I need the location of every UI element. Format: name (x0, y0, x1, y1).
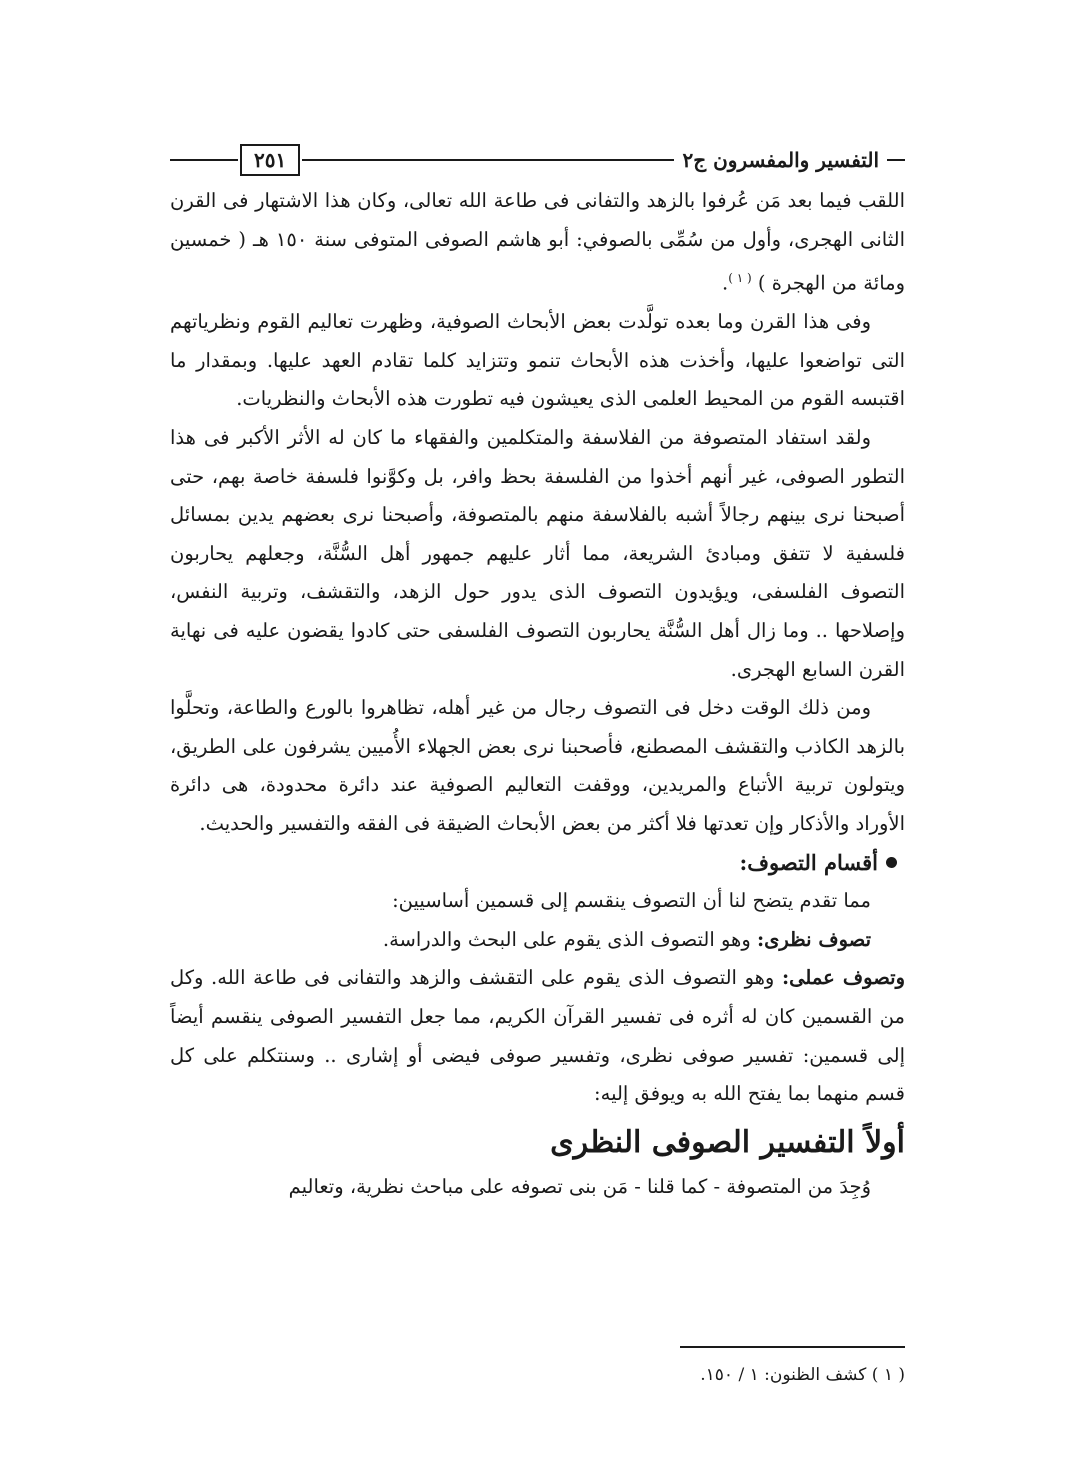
paragraph-1-text: اللقب فيما بعد مَن عُرفوا بالزهد والتفانى فى طاعة الله تعالى، وكان هذا الاشتهار فى القرن الثانى الهجرى، وأول من سُمِّى بالصوفي: أبو هاشم الصوفى المتوفى سنة ١٥٠ هـ ( خمسين ومائة من الهجرة ) (170, 189, 905, 295)
header-rule-middle (302, 159, 674, 161)
theoretical-definition: وهو التصوف الذى يقوم على البحث والدراسة. (382, 927, 757, 951)
practical-sufism (170, 959, 905, 1113)
paragraph-3: ولقد استفاد المتصوفة من الفلاسفة والمتكلمين والفقهاء ما كان له الأثر الأكبر فى هذا التطور الصوفى، غير أنهم أخذوا من الفلسفة بحظ وافر، بل وكوَّنوا فلسفة خاصة بهم، حتى أصبحنا نرى بينهم رجالاً أشبه بالفلاسفة منهم بالمتصوفة، وأصبحنا نرى بعضهم يدين بمسائل فلسفية لا تتفق ومبادئ الشريعة، مما أثار عليهم جمهور أهل السُّنَّة، وجعلهم يحاربون التصوف الفلسفى، ويؤيدون التصوف الذى يدور حول الزهد، والتقشف، وتربية النفس، وإصلاحها .. وما زال أهل السُّنَّة يحاربون التصوف الفلسفى حتى كادوا يقضون عليه فى نهاية القرن السابع الهجرى. (170, 426, 905, 681)
main-text (170, 182, 905, 1206)
theoretical-term: تصوف نظرى: (756, 927, 871, 951)
paragraph-4: ومن ذلك الوقت دخل فى التصوف رجال من غير أهله، تظاهروا بالورع والطاعة، وتحلَّوا بالزهد الكاذب والتقشف المصطنع، فأصحبنا نرى بعض الجهلاء الأُميين يشرفون على الطريق، ويتولون تربية الأتباع والمريدين، ووقفت التعاليم الصوفية عند دائرة محدودة، هى دائرة الأوراد والأذكار وإن تعدتها فلا أكثر من بعض الأبحاث الضيقة فى الفقه والتفسير والحديث. (170, 696, 905, 835)
paragraph-2: وفى هذا القرن وما بعده تولَّدت بعض الأبحاث الصوفية، وظهرت تعاليم القوم ونظرياتهم التى تواضعوا عليها، وأخذت هذه الأبحاث تنمو وتتزايد كلما تقادم العهد عليها. وبمقدار ما اقتبسه القوم من المحيط العلمى الذى يعيشون فيه تطورت هذه الأبحاث والنظريات. (170, 310, 905, 411)
footnote-1: ( ١ ) كشف الظنون: ١ / ١٥٠. (700, 1365, 905, 1385)
divisions-heading (170, 844, 897, 883)
paragraph-1-end: . (722, 271, 729, 295)
practical-definition: وهو التصوف الذى يقوم على التقشف والزهد والتفانى فى طاعة الله. وكل من القسمين كان له أثره فى تفسير القرآن الكريم، مما جعل التفسير الصوفى ينقسم أيضاً إلى قسمين: تفسير صوفى نظرى، وتفسير صوفى فيضى أو إشارى .. وسنتكلم على كل قسم منهما بما يفتح الله به ويوفق إليه: (170, 966, 905, 1106)
header-rule-left (170, 159, 238, 161)
theoretical-sufism (170, 921, 905, 960)
footnote-divider (680, 1346, 905, 1348)
section-first-line: وُجِدَ من المتصوفة - كما قلنا - مَن بنى تصوفه على مباحث نظرية، وتعاليم (288, 1174, 871, 1198)
header-rule-right (887, 159, 905, 161)
section-title: أولاً التفسير الصوفى النظرى (550, 1124, 905, 1160)
practical-term: وتصوف عملى: (781, 966, 905, 990)
book-page (170, 138, 905, 1385)
divisions-intro: مما تقدم يتضح لنا أن التصوف ينقسم إلى قسمين أساسيين: (392, 889, 871, 913)
paragraph-1 (170, 182, 905, 303)
book-title: التفسير والمفسرون ج٢ (682, 148, 879, 172)
divisions-heading-text: أقسام التصوف: (739, 849, 878, 875)
bullet-icon (886, 857, 897, 868)
page-number: ٢٥١ (240, 144, 300, 176)
running-header (170, 138, 905, 182)
footnote-reference: ( ١ ) (728, 271, 752, 286)
